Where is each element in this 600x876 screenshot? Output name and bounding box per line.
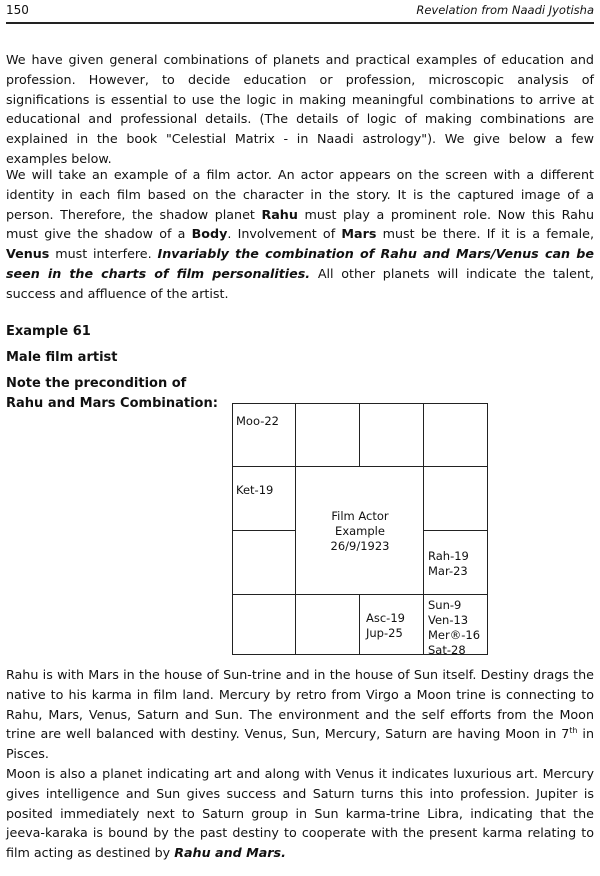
mars-keyword: Mars bbox=[341, 226, 377, 242]
page-number: 150 bbox=[6, 3, 29, 17]
actor-text-5: must interfere. bbox=[49, 246, 158, 262]
planet-entry: Asc-19 bbox=[366, 611, 405, 625]
example-note-line2: Rahu and Mars Combination: bbox=[6, 396, 218, 411]
intro-paragraph: We have given general combinations of planets and practical examples of education and profession. However, to decide education or profession, microscopic analysis of significations is essential to use the logic in making meaningful combinations to arrive at educational and professional details. (The details of logic of making combinations are explained in the book "Celestial Matrix - in Naadi astrology"). We give below a few examples below. bbox=[6, 52, 594, 166]
chart-center bbox=[296, 467, 424, 591]
house-taurus bbox=[359, 403, 424, 467]
actor-paragraph bbox=[6, 165, 594, 304]
rahu-keyword: Rahu bbox=[261, 206, 298, 222]
analysis-text-3: Moon is also a planet indicating art and along with Venus it indicates luxurious art. Mercury gives intelligence and Sun gives success and Saturn turns this into profession. Jupiter is posited immediately next to Saturn group in Sun karma-trine Libra, indicating that the jeeva-karaka is bound by the past destiny to cooperate with the present karma relating to film acting as destined by bbox=[6, 766, 594, 861]
planet-entry: Ven-13 bbox=[428, 613, 469, 627]
analysis-text-1: Rahu is with Mars in the house of Sun-trine and in the house of Sun itself. Destiny drags the native to his karma in film land. Mercury by retro from Virgo a Moon trine is connecting to Rahu, Mars, Venus, Saturn and Sun. The environment and the self efforts from the Moon trine are well balanced with destiny. Venus, Sun, Mercury, Saturn are having Moon in 7 bbox=[6, 667, 594, 742]
house-gemini bbox=[423, 403, 488, 467]
superscript: th bbox=[569, 726, 578, 736]
birth-chart bbox=[232, 403, 488, 655]
chart-center-subtitle: Example bbox=[335, 524, 385, 538]
running-title: Revelation from Naadi Jyotisha bbox=[416, 3, 594, 17]
analysis-paragraph-1 bbox=[6, 665, 594, 764]
actor-text-3: . Involvement of bbox=[227, 226, 342, 242]
closing-emphasis: Rahu and Mars. bbox=[174, 845, 286, 861]
chart-center-date: 26/9/1923 bbox=[330, 539, 390, 553]
example-title: Example 61 bbox=[6, 324, 91, 339]
planet-entry: Jup-25 bbox=[366, 626, 403, 640]
venus-keyword: Venus bbox=[6, 246, 50, 262]
house-virgo bbox=[423, 594, 488, 655]
house-aquarius bbox=[232, 466, 296, 531]
house-aries bbox=[295, 403, 360, 467]
house-cancer bbox=[423, 466, 488, 531]
house-pisces bbox=[232, 403, 296, 467]
actor-text-6: All other planets will indicate the talent, success and affluence of the artist. bbox=[6, 265, 594, 301]
actor-text-2: must play a prominent role. Now this Rahu must give the shadow of a bbox=[6, 206, 594, 242]
chart-center-title: Film Actor bbox=[331, 509, 389, 523]
house-capricorn bbox=[232, 530, 296, 595]
planet-entry: Moo-22 bbox=[236, 414, 279, 428]
analysis-paragraph-2 bbox=[6, 764, 594, 863]
house-scorpio bbox=[295, 594, 360, 655]
planet-entry: Mar-23 bbox=[428, 564, 468, 578]
planet-entry: Sun-9 bbox=[428, 598, 462, 612]
actor-text-4: must be there. If it is a female, bbox=[376, 226, 594, 242]
planet-entry: Ket-19 bbox=[236, 483, 274, 497]
planet-entry: Sat-28 bbox=[428, 643, 466, 657]
analysis-text-2: in Pisces. bbox=[6, 726, 594, 762]
planet-entry: Mer®-16 bbox=[428, 628, 481, 642]
emphasis-text: Invariably the combination of Rahu and Mars/Venus can be seen in the charts of film personalities. bbox=[6, 246, 594, 281]
house-leo bbox=[423, 530, 488, 595]
page-header bbox=[6, 0, 594, 24]
house-sagittarius bbox=[232, 594, 296, 655]
planet-entry: Rah-19 bbox=[428, 549, 469, 563]
example-subtitle: Male film artist bbox=[6, 350, 118, 365]
house-libra bbox=[359, 594, 424, 655]
body-keyword: Body bbox=[191, 226, 228, 242]
example-note-line1: Note the precondition of bbox=[6, 376, 187, 391]
actor-text-1: We will take an example of a film actor. An actor appears on the screen with a different identity in each film based on the character in the story. It is the captured image of a person. Therefore, the shadow planet bbox=[6, 167, 594, 222]
